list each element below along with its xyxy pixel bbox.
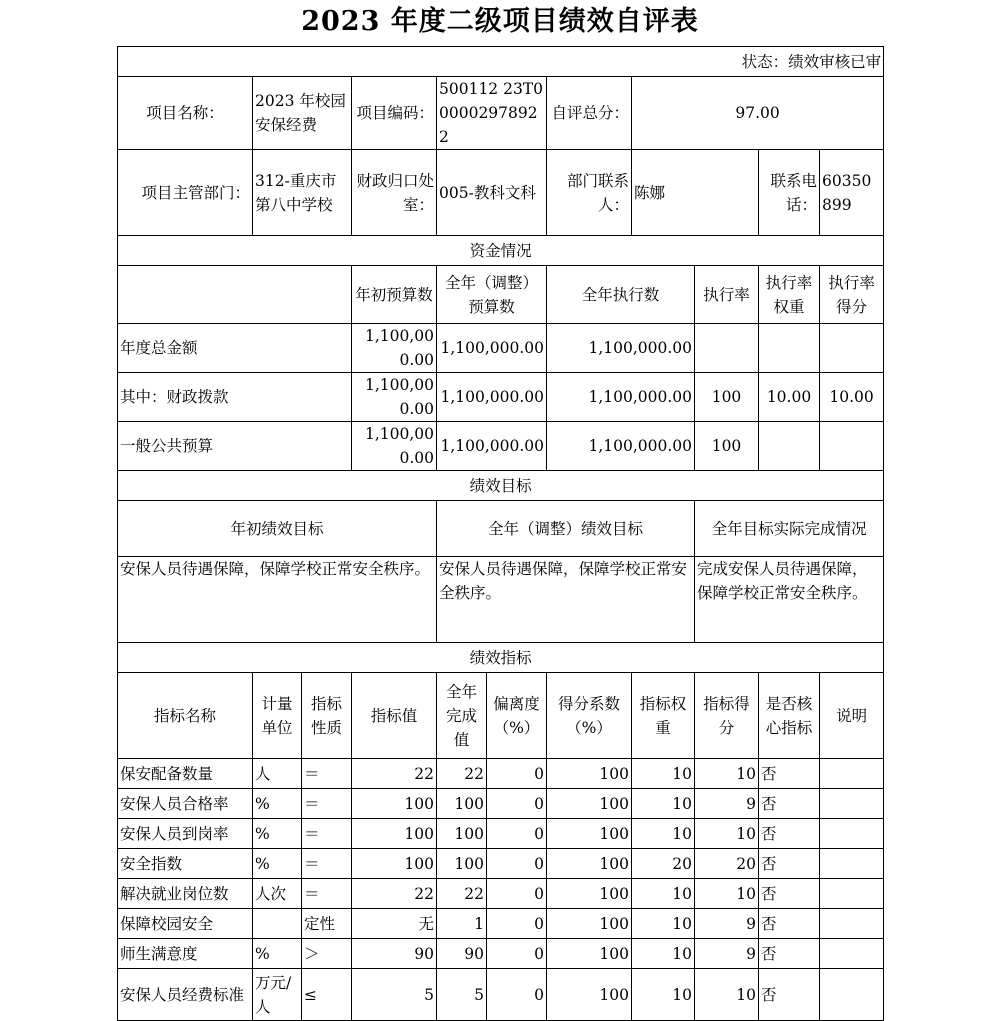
ind-note — [820, 849, 884, 879]
ind-weight: 10 — [632, 819, 695, 849]
ind-score: 20 — [695, 849, 759, 879]
ind-actual: 1 — [437, 909, 487, 939]
indicator-row — [118, 969, 884, 1021]
ind-actual: 100 — [437, 849, 487, 879]
indicator-row — [118, 789, 884, 819]
ind-header-unit: 计量单位 — [253, 673, 302, 759]
ind-header-deviation: 偏离度（%） — [487, 673, 547, 759]
ind-value: 100 — [352, 819, 437, 849]
contact-label: 部门联系人： — [547, 150, 632, 236]
ind-nature: ＝ — [302, 759, 352, 789]
page-title: 2023 年度二级项目绩效自评表 — [301, 6, 699, 37]
ind-core: 否 — [759, 939, 820, 969]
ind-actual: 100 — [437, 819, 487, 849]
goals-header-initial: 年初绩效目标 — [118, 501, 437, 557]
ind-value: 5 — [352, 969, 437, 1021]
ind-name: 安保人员经费标准 — [118, 969, 253, 1021]
ind-unit: 万元/人 — [253, 969, 302, 1021]
ind-nature: ＝ — [302, 879, 352, 909]
indicator-row — [118, 849, 884, 879]
ind-deviation: 0 — [487, 789, 547, 819]
ind-unit — [253, 909, 302, 939]
indicator-row — [118, 819, 884, 849]
evaluation-table — [117, 46, 884, 1021]
indicator-row — [118, 759, 884, 789]
finance-label: 财政归口处室： — [352, 150, 437, 236]
funds-header-rate: 执行率 — [695, 266, 759, 324]
ind-weight: 10 — [632, 969, 695, 1021]
funds-row — [118, 324, 884, 373]
ind-header-score: 指标得分 — [695, 673, 759, 759]
ind-weight: 10 — [632, 759, 695, 789]
ind-unit: 人 — [253, 759, 302, 789]
ind-note — [820, 789, 884, 819]
funds-weight — [759, 324, 820, 373]
ind-score: 10 — [695, 879, 759, 909]
ind-note — [820, 819, 884, 849]
ind-unit: 人次 — [253, 879, 302, 909]
ind-core: 否 — [759, 909, 820, 939]
goals-initial-text: 安保人员待遇保障，保障学校正常安全秩序。 — [118, 557, 437, 643]
funds-score — [820, 324, 884, 373]
finance-value: 005-教科文科 — [437, 150, 547, 236]
project-code-label: 项目编码： — [352, 77, 437, 150]
ind-value: 90 — [352, 939, 437, 969]
ind-deviation: 0 — [487, 969, 547, 1021]
funds-row-label: 其中：财政拨款 — [118, 373, 352, 422]
ind-name: 安全指数 — [118, 849, 253, 879]
ind-score: 9 — [695, 789, 759, 819]
ind-header-core: 是否核心指标 — [759, 673, 820, 759]
funds-row — [118, 422, 884, 471]
ind-deviation: 0 — [487, 879, 547, 909]
project-code-value: 500112 23T000002978922 — [437, 77, 547, 150]
ind-core: 否 — [759, 849, 820, 879]
funds-executed: 1,100,000.00 — [547, 422, 695, 471]
funds-adjusted: 1,100,000.00 — [437, 373, 547, 422]
ind-nature: 定性 — [302, 909, 352, 939]
funds-initial: 1,100,000.00 — [352, 422, 437, 471]
status-text: 状态：绩效审核已审 — [118, 47, 884, 77]
funds-weight — [759, 422, 820, 471]
funds-adjusted: 1,100,000.00 — [437, 324, 547, 373]
ind-core: 否 — [759, 879, 820, 909]
ind-score: 9 — [695, 909, 759, 939]
indicator-row — [118, 879, 884, 909]
ind-header-coefficient: 得分系数（%） — [547, 673, 632, 759]
ind-coefficient: 100 — [547, 789, 632, 819]
phone-label: 联系电话： — [759, 150, 820, 236]
ind-note — [820, 759, 884, 789]
funds-rate — [695, 324, 759, 373]
ind-note — [820, 909, 884, 939]
project-name-value: 2023 年校园安保经费 — [253, 77, 352, 150]
ind-nature: ≤ — [302, 969, 352, 1021]
ind-coefficient: 100 — [547, 759, 632, 789]
funds-rate: 100 — [695, 373, 759, 422]
score-label: 自评总分： — [547, 77, 632, 150]
ind-core: 否 — [759, 819, 820, 849]
contact-value: 陈娜 — [632, 150, 759, 236]
ind-core: 否 — [759, 789, 820, 819]
ind-actual: 22 — [437, 879, 487, 909]
ind-deviation: 0 — [487, 909, 547, 939]
ind-header-name: 指标名称 — [118, 673, 253, 759]
funds-executed: 1,100,000.00 — [547, 324, 695, 373]
funds-row — [118, 373, 884, 422]
ind-score: 10 — [695, 969, 759, 1021]
ind-note — [820, 879, 884, 909]
ind-value: 无 — [352, 909, 437, 939]
ind-header-actual: 全年完成值 — [437, 673, 487, 759]
ind-weight: 10 — [632, 789, 695, 819]
ind-unit: % — [253, 849, 302, 879]
goals-header-adjusted: 全年（调整）绩效目标 — [437, 501, 695, 557]
ind-nature: ＞ — [302, 939, 352, 969]
ind-value: 22 — [352, 879, 437, 909]
funds-header-weight: 执行率权重 — [759, 266, 820, 324]
ind-coefficient: 100 — [547, 849, 632, 879]
ind-value: 22 — [352, 759, 437, 789]
ind-weight: 10 — [632, 939, 695, 969]
ind-deviation: 0 — [487, 759, 547, 789]
ind-coefficient: 100 — [547, 819, 632, 849]
funds-header-initial: 年初预算数 — [352, 266, 437, 324]
funds-score — [820, 422, 884, 471]
funds-executed: 1,100,000.00 — [547, 373, 695, 422]
ind-name: 师生满意度 — [118, 939, 253, 969]
ind-deviation: 0 — [487, 849, 547, 879]
ind-unit: % — [253, 939, 302, 969]
funds-initial: 1,100,000.00 — [352, 373, 437, 422]
indicators-section-title: 绩效指标 — [118, 643, 884, 673]
ind-coefficient: 100 — [547, 879, 632, 909]
ind-note — [820, 939, 884, 969]
funds-adjusted: 1,100,000.00 — [437, 422, 547, 471]
goals-actual-text: 完成安保人员待遇保障，保障学校正常安全秩序。 — [695, 557, 884, 643]
ind-weight: 10 — [632, 909, 695, 939]
ind-actual: 90 — [437, 939, 487, 969]
funds-row-label: 一般公共预算 — [118, 422, 352, 471]
dept-value: 312-重庆市第八中学校 — [253, 150, 352, 236]
funds-initial: 1,100,000.00 — [352, 324, 437, 373]
funds-header-score: 执行率得分 — [820, 266, 884, 324]
ind-value: 100 — [352, 789, 437, 819]
ind-weight: 10 — [632, 879, 695, 909]
ind-name: 安保人员到岗率 — [118, 819, 253, 849]
funds-rate: 100 — [695, 422, 759, 471]
ind-nature: ＝ — [302, 819, 352, 849]
dept-label: 项目主管部门： — [118, 150, 253, 236]
ind-unit: % — [253, 819, 302, 849]
funds-section-title: 资金情况 — [118, 236, 884, 266]
ind-deviation: 0 — [487, 939, 547, 969]
score-value: 97.00 — [632, 77, 884, 150]
ind-nature: ＝ — [302, 849, 352, 879]
ind-unit: % — [253, 789, 302, 819]
ind-name: 解决就业岗位数 — [118, 879, 253, 909]
ind-score: 10 — [695, 759, 759, 789]
funds-score: 10.00 — [820, 373, 884, 422]
ind-actual: 100 — [437, 789, 487, 819]
ind-core: 否 — [759, 759, 820, 789]
ind-score: 10 — [695, 819, 759, 849]
ind-header-nature: 指标性质 — [302, 673, 352, 759]
ind-coefficient: 100 — [547, 969, 632, 1021]
ind-deviation: 0 — [487, 819, 547, 849]
ind-header-weight: 指标权重 — [632, 673, 695, 759]
ind-name: 保障校园安全 — [118, 909, 253, 939]
phone-value: 60350899 — [820, 150, 884, 236]
ind-weight: 20 — [632, 849, 695, 879]
goals-section-title: 绩效目标 — [118, 471, 884, 501]
ind-core: 否 — [759, 969, 820, 1021]
funds-row-label: 年度总金额 — [118, 324, 352, 373]
funds-weight: 10.00 — [759, 373, 820, 422]
ind-note — [820, 969, 884, 1021]
goals-header-actual: 全年目标实际完成情况 — [695, 501, 884, 557]
ind-value: 100 — [352, 849, 437, 879]
ind-score: 9 — [695, 939, 759, 969]
goals-adjusted-text: 安保人员待遇保障，保障学校正常安全秩序。 — [437, 557, 695, 643]
ind-name: 保安配备数量 — [118, 759, 253, 789]
funds-header-executed: 全年执行数 — [547, 266, 695, 324]
funds-header-adjusted: 全年（调整）预算数 — [437, 266, 547, 324]
ind-header-note: 说明 — [820, 673, 884, 759]
ind-header-value: 指标值 — [352, 673, 437, 759]
ind-actual: 22 — [437, 759, 487, 789]
ind-coefficient: 100 — [547, 939, 632, 969]
indicator-row — [118, 939, 884, 969]
ind-nature: ＝ — [302, 789, 352, 819]
indicator-row — [118, 909, 884, 939]
ind-actual: 5 — [437, 969, 487, 1021]
ind-coefficient: 100 — [547, 909, 632, 939]
funds-header-blank — [118, 266, 352, 324]
ind-name: 安保人员合格率 — [118, 789, 253, 819]
project-name-label: 项目名称： — [118, 77, 253, 150]
